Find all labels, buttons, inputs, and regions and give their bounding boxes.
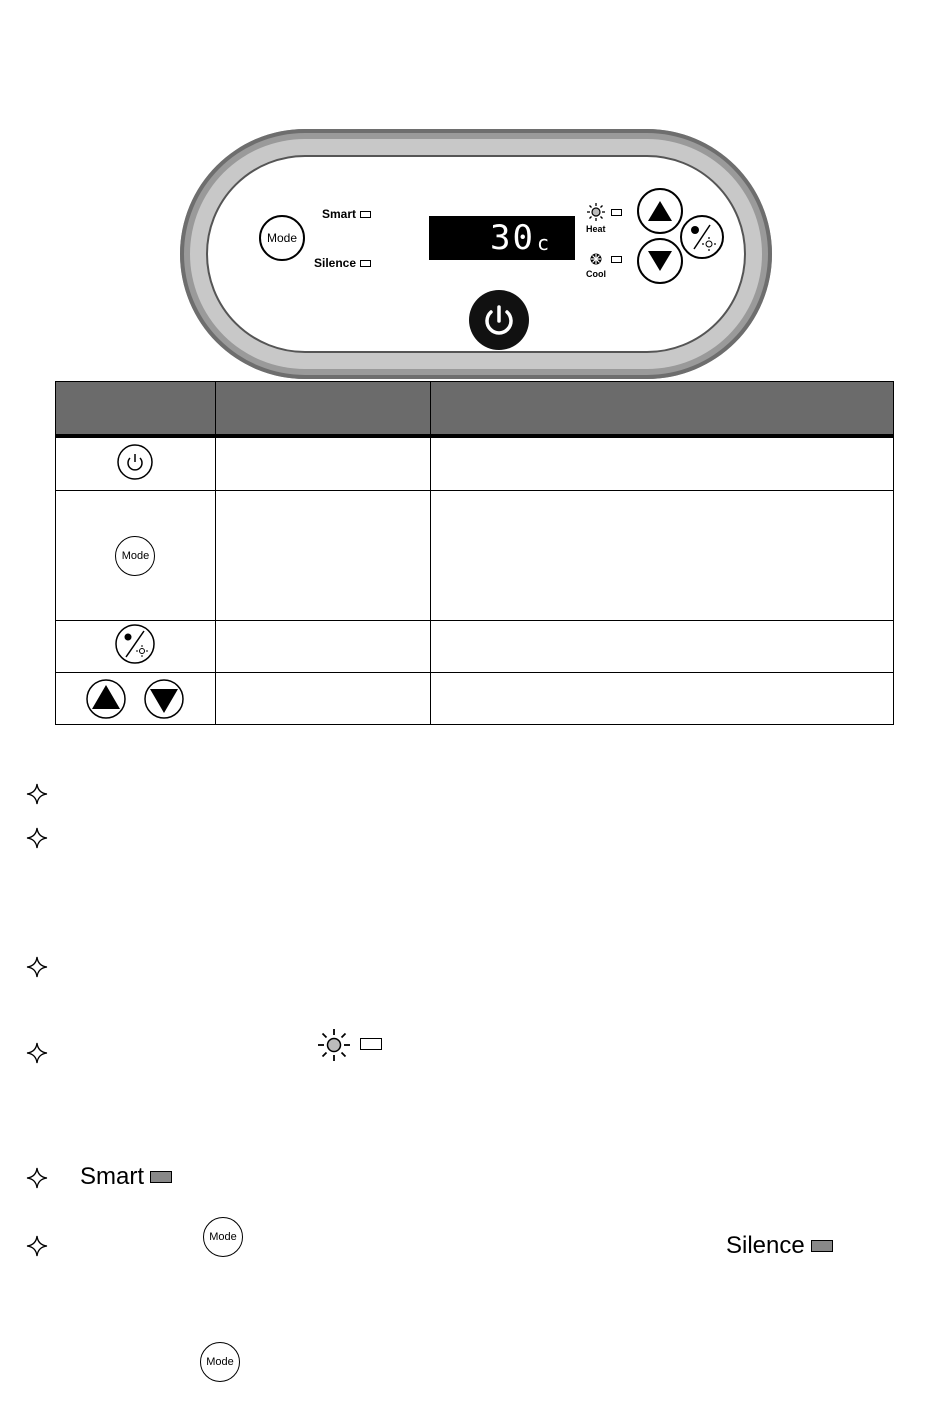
table-cell (430, 673, 893, 725)
table-row (56, 673, 894, 725)
heat-cool-switch-button[interactable] (680, 215, 724, 259)
cool-label: Cool (586, 269, 606, 279)
heat-cool-switch-icon (682, 217, 722, 257)
header-cell-icon (56, 382, 216, 437)
sparkle-bullet-icon (25, 1234, 49, 1258)
mode-icon-label: Mode (206, 1356, 234, 1368)
down-arrow-icon (646, 249, 674, 273)
table-cell (215, 436, 430, 491)
heat-label: Heat (586, 224, 606, 234)
table-cell (215, 491, 430, 621)
table-cell (430, 621, 893, 673)
heat-led (611, 209, 622, 216)
up-button[interactable] (637, 188, 683, 234)
sparkle-bullet-icon (25, 1166, 49, 1190)
silence-led (360, 260, 371, 267)
table-cell-icon (56, 673, 216, 725)
smart-label: Smart (80, 1163, 145, 1190)
table-cell (430, 491, 893, 621)
table-row (56, 436, 894, 491)
power-icon (469, 290, 529, 350)
silence-label: Silence (726, 1232, 805, 1259)
smart-indicator (322, 207, 371, 221)
mode-button[interactable] (259, 215, 305, 261)
table-row (56, 621, 894, 673)
temperature-value: 30 (490, 218, 535, 258)
temperature-unit: c (536, 231, 551, 255)
table-cell-icon (56, 491, 216, 621)
table-cell-icon (56, 436, 216, 491)
silence-indicator (314, 256, 371, 270)
cool-led (611, 256, 622, 263)
header-cell-description (430, 382, 893, 437)
sparkle-bullet-icon (25, 782, 49, 806)
sparkle-bullet-icon (25, 826, 49, 850)
panel-face (206, 155, 746, 353)
table-cell (430, 436, 893, 491)
mode-icon-label: Mode (121, 549, 150, 562)
power-button[interactable] (469, 290, 529, 350)
header-cell-name (215, 382, 430, 437)
table-row (56, 491, 894, 621)
down-button[interactable] (637, 238, 683, 284)
mode-icon-label: Mode (209, 1231, 237, 1243)
heat-sun-icon (316, 1027, 352, 1063)
function-table (55, 381, 894, 725)
sparkle-bullet-icon (25, 1041, 49, 1065)
heat-cool-switch-icon (114, 623, 156, 665)
power-icon (115, 442, 155, 482)
control-panel (180, 129, 772, 379)
heat-led (360, 1038, 382, 1050)
table-cell (215, 621, 430, 673)
smart-indicator-inline (80, 1163, 172, 1191)
cool-snowflake-icon (589, 252, 603, 266)
mode-icon (200, 1342, 240, 1382)
smart-label: Smart (322, 207, 357, 221)
mode-icon (115, 536, 155, 576)
up-arrow-icon (646, 199, 674, 223)
mode-icon (203, 1217, 243, 1257)
table-cell (215, 673, 430, 725)
up-arrow-icon (85, 678, 127, 720)
down-arrow-icon (143, 678, 185, 720)
smart-led (150, 1171, 172, 1183)
silence-indicator-inline (726, 1232, 833, 1260)
temperature-display (429, 216, 575, 260)
silence-led (811, 1240, 833, 1252)
silence-label: Silence (314, 256, 357, 270)
table-header (56, 382, 894, 437)
smart-led (360, 211, 371, 218)
heat-sun-icon (586, 202, 606, 222)
table-cell-icon (56, 621, 216, 673)
sparkle-bullet-icon (25, 955, 49, 979)
mode-button-label: Mode (266, 231, 298, 245)
